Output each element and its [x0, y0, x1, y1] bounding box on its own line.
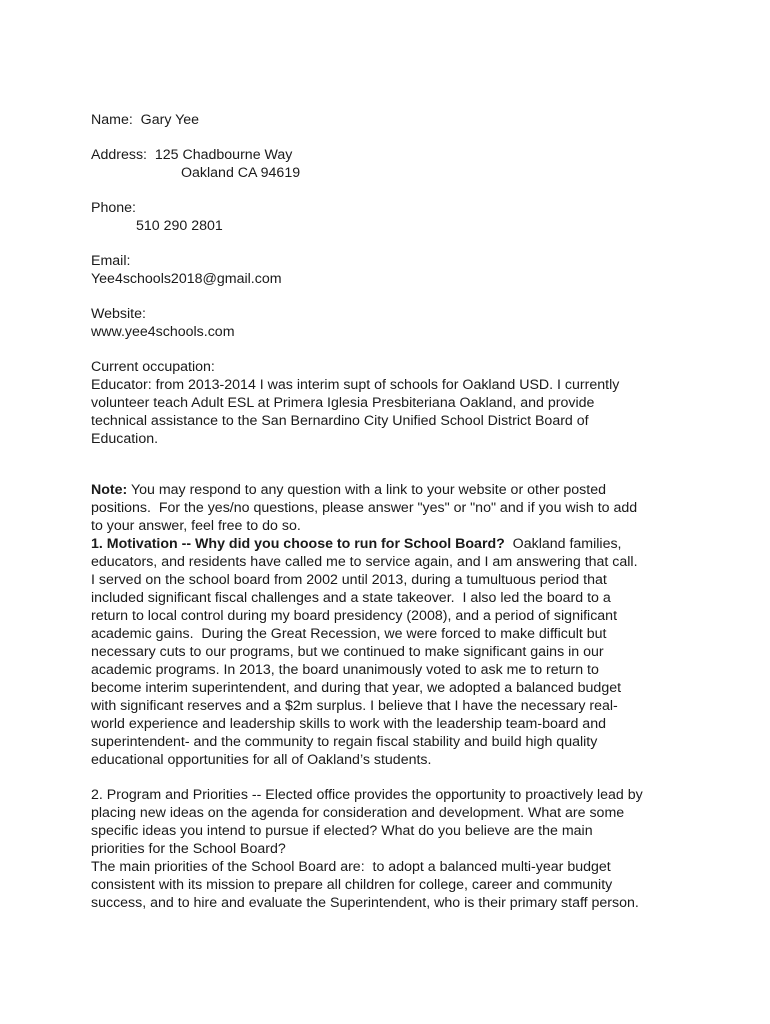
q2-heading-line: priorities for the School Board?	[91, 841, 286, 857]
questionnaire-page	[91, 111, 691, 912]
note-label: Note:	[91, 482, 128, 498]
note-line: positions. For the yes/no questions, please answer "yes" or "no" and if you wish to add	[91, 500, 638, 516]
q1-answer-line: necessary cuts to our programs, but we continued to make significant gains in our	[91, 644, 604, 660]
q1-line-1	[91, 535, 691, 553]
q1-answer-line: academic gains. During the Great Recession, we were forced to make difficult but	[91, 626, 607, 642]
q2-answer-line: success, and to hire and evaluate the Superintendent, who is their primary staff person.	[91, 895, 639, 911]
occupation-line: volunteer teach Adult ESL at Primera Iglesia Presbiteriana Oakland, and provide	[91, 395, 595, 411]
website-value: www.yee4schools.com	[91, 324, 235, 340]
q1-answer-line: included significant fiscal challenges and a state takeover. I also led the board to a	[91, 590, 611, 606]
q1-answer-line: I served on the school board from 2002 until 2013, during a tumultuous period that	[91, 572, 607, 588]
phone-label: Phone:	[91, 200, 136, 216]
q2-answer-line: consistent with its mission to prepare all children for college, career and community	[91, 877, 613, 893]
q1-answer-line: with significant reserves and a $2m surplus. I believe that I have the necessary real-	[91, 698, 618, 714]
q1-answer-line: superintendent- and the community to regain fiscal stability and build high quality	[91, 734, 598, 750]
q1-answer-line: academic programs. In 2013, the board unanimously voted to ask me to return to	[91, 662, 599, 678]
q1-answer-line: world experience and leadership skills to work with the leadership team-board and	[91, 716, 606, 732]
occupation-line: technical assistance to the San Bernardino City Unified School District Board of	[91, 413, 589, 429]
q1-answer-line: educators, and residents have called me to service again, and I am answering that call.	[91, 554, 638, 570]
note-line: to your answer, feel free to do so.	[91, 518, 301, 534]
q2-heading-line: 2. Program and Priorities -- Elected office provides the opportunity to proactively lead by	[91, 787, 643, 803]
address-line-1: Address: 125 Chadbourne Way	[91, 147, 293, 163]
q1-heading: 1. Motivation -- Why did you choose to run for School Board?	[91, 536, 505, 552]
phone-value: 510 290 2801	[136, 218, 223, 234]
address-line-2: Oakland CA 94619	[181, 165, 301, 181]
q1-answer-line: educational opportunities for all of Oakland’s students.	[91, 752, 432, 768]
note-text: You may respond to any question with a link to your website or other posted	[127, 482, 606, 498]
website-label: Website:	[91, 306, 146, 322]
name-line: Name: Gary Yee	[91, 112, 200, 128]
email-value: Yee4schools2018@gmail.com	[91, 271, 282, 287]
occupation-line: Education.	[91, 431, 159, 447]
email-label: Email:	[91, 253, 131, 269]
q1-answer-line: return to local control during my board presidency (2008), and a period of significant	[91, 608, 618, 624]
q2-heading-line: specific ideas you intend to pursue if elected? What do you believe are the main	[91, 823, 593, 839]
q2-heading-line: placing new ideas on the agenda for consideration and development. What are some	[91, 805, 625, 821]
note-line-1	[91, 481, 691, 499]
q1-answer-start: Oakland families,	[504, 536, 622, 552]
occupation-line: Educator: from 2013-2014 I was interim supt of schools for Oakland USD. I currently	[91, 377, 620, 393]
q2-answer-line: The main priorities of the School Board are: to adopt a balanced multi-year budget	[91, 859, 611, 875]
q1-answer-line: become interim superintendent, and during that year, we adopted a balanced budget	[91, 680, 622, 696]
occupation-label: Current occupation:	[91, 359, 215, 375]
